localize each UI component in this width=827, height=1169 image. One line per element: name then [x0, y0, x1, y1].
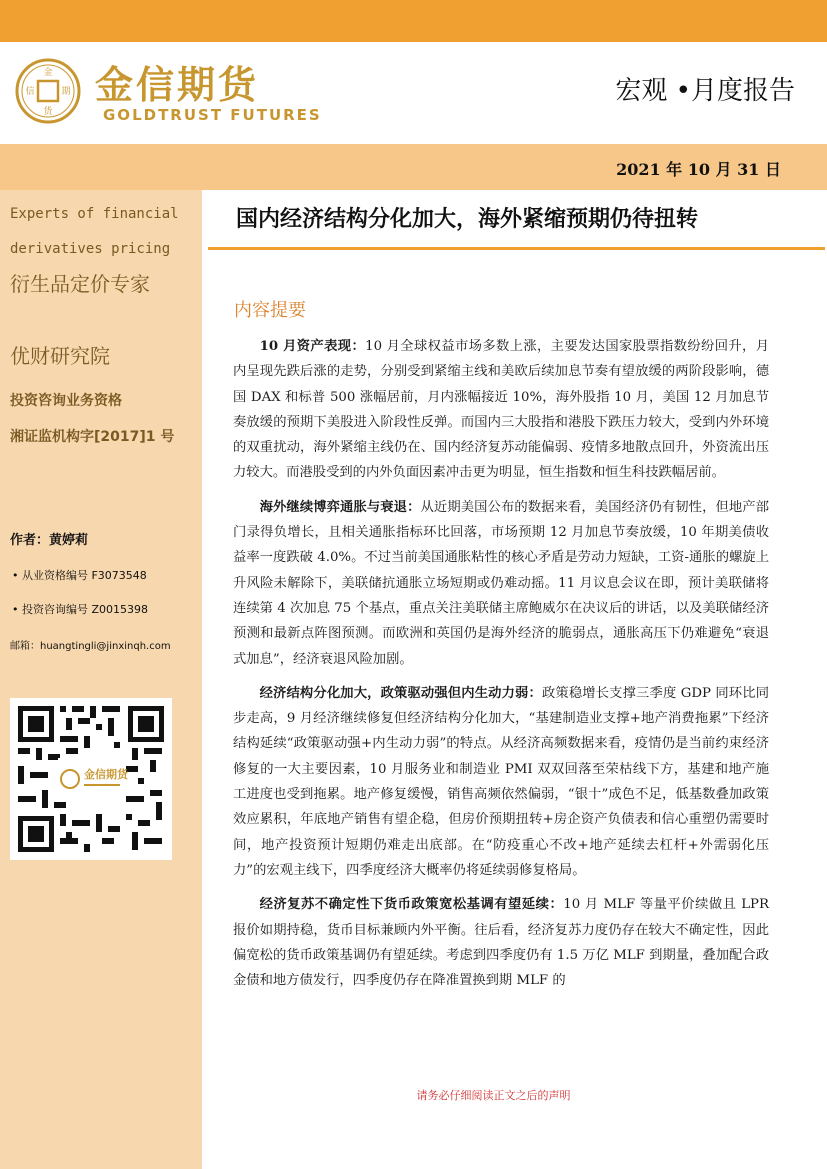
paragraph-text: 10 月 MLF 等量平价续做且 LPR 报价如期持稳，货币目标兼顾内外平衡。往后看，经济复苏力度仍存在较大不确定性，因此偏宽松的货币政策基调仍有望延续。考虑到四季度仍有 1.5 万亿 MLF 到期量，叠加配合政金债和地方债发行，四季度仍存在降准置换到期 MLF 的: [233, 897, 769, 989]
top-orange-band: [0, 0, 827, 42]
sidebar-email: 邮箱：huangtingli@jinxinqh.com: [10, 641, 171, 652]
seal-char-left: 信: [25, 87, 35, 97]
sidebar: [0, 190, 202, 1169]
sidebar-cert-advisory: • 投资咨询编号 Z0015398: [12, 603, 149, 616]
summary-content: [233, 334, 769, 1002]
paragraph-text: 从近期美国公布的数据来看，美国经济仍有韧性，但地产部门录得负增长，且相关通胀指标环比回落，市场预期 12 月加息节奏放缓，10 年期美债收益率一度跌破 4.0%。不过当前美国通胀粘性的核心矛盾是劳动力短缺，工资-通胀的螺旋上升风险未解除下，美联储抗通胀立场短期或仍难动摇。11 月议息会议在即，预计美联储将连续第 4 次加息 75 个基点，重点关注美联储主席鲍威尔在决议后的讲话，以及美联储经济预测和最新点阵图预测。而欧洲和英国仍是海外经济的脆弱点，通胀高压下仍难避免“衰退式加息”，经济衰退风险加剧。: [233, 499, 770, 667]
summary-paragraph: [233, 495, 769, 672]
summary-paragraph: [233, 681, 769, 883]
paragraph-lead: 海外继续博弈通胀与衰退：: [259, 499, 421, 515]
title-divider: [208, 247, 825, 250]
summary-paragraph: [233, 892, 769, 993]
paragraph-text: 政策稳增长支撑三季度 GDP 同环比同步走高，9 月经济继续修复但经济结构分化加大，“基建制造业支撑+地产消费拖累”下经济结构延续“政策驱动强+内生动力弱”的特点。从经济高频数据来看，疫情仍是当前约束经济修复的一大主要因素，10 月服务业和制造业 PMI 双双回落至荣枯线下方，基建和地产施工进度也受到拖累。地产修复缓慢，销售高频依然偏弱，“银十”成色不足，低基数叠加政策效应累积，年底地产销售有望企稳，但房价预期扭转+房企资产负债表和信心重塑仍需要时间，地产投资预计短期仍难走出底部。在“防疫重心不改+地产延续去杠杆+外需弱化压力”的宏观主线下，四季度经济大概率仍将延续弱修复格局。: [233, 685, 769, 878]
seal-char-right: 期: [61, 87, 71, 97]
paragraph-lead: 经济复苏不确定性下货币政策宽松基调有望延续：: [259, 897, 564, 913]
sidebar-license: 湘证监机构字[2017]1 号: [10, 429, 175, 445]
qr-logo-text: 金信期货: [84, 768, 128, 781]
summary-paragraph: [233, 334, 769, 486]
sidebar-institute: 优财研究院: [10, 344, 110, 368]
sidebar-slogan-en-line2: derivatives pricing: [10, 241, 171, 257]
logo-chinese-text: 金信期货: [95, 63, 260, 107]
footer-disclaimer: 请务必仔细阅读正文之后的声明: [416, 1089, 571, 1102]
report-date: 2021 年 10 月 31 日: [616, 160, 781, 179]
paragraph-lead: 10 月资产表现：: [259, 339, 366, 354]
logo-english-text: GOLDTRUST FUTURES: [103, 106, 322, 124]
paragraph-text: 10 月全球权益市场多数上涨，主要发达国家股票指数纷纷回升，月内呈现先跌后涨的走势，分别受到紧缩主线和美欧后续加息节奏有望放缓的两阶段影响，德国 DAX 和标普 500 涨幅居前，月内涨幅接近 10%，海外股指 10 月，美国 12 月加息节奏放缓的预期下美股进入阶段性反弹。而国内三大股指和港股下跌压力较大，受到内外环境的双重扰动，海外紧缩主线仍在、国内经济复苏动能偏弱、疫情多地散点回升，外资流出压力较大。而港股受到的内外负面因素冲击更为明显，恒生指数和恒生科技跌幅居前。: [233, 339, 769, 481]
qr-code-icon: [10, 698, 172, 860]
sidebar-cert-practice: • 从业资格编号 F3073548: [12, 569, 147, 582]
report-type: 宏观 •月度报告: [615, 76, 795, 106]
sidebar-slogan-cn: 衍生品定价专家: [10, 272, 150, 296]
seal-char-bottom: 货: [43, 107, 53, 117]
sidebar-author: 作者：黄婷莉: [10, 533, 89, 548]
section-heading-summary: 内容提要: [234, 300, 306, 321]
report-title: 国内经济结构分化加大，海外紧缩预期仍待扭转: [236, 207, 699, 232]
logo-seal-icon: [15, 58, 81, 124]
sidebar-slogan-en-line1: Experts of financial: [10, 206, 179, 222]
sidebar-qualification: 投资咨询业务资格: [10, 393, 122, 409]
seal-char-top: 金: [43, 68, 53, 78]
paragraph-lead: 经济结构分化加大，政策驱动强但内生动力弱：: [259, 685, 542, 701]
footer: [0, 1084, 827, 1103]
